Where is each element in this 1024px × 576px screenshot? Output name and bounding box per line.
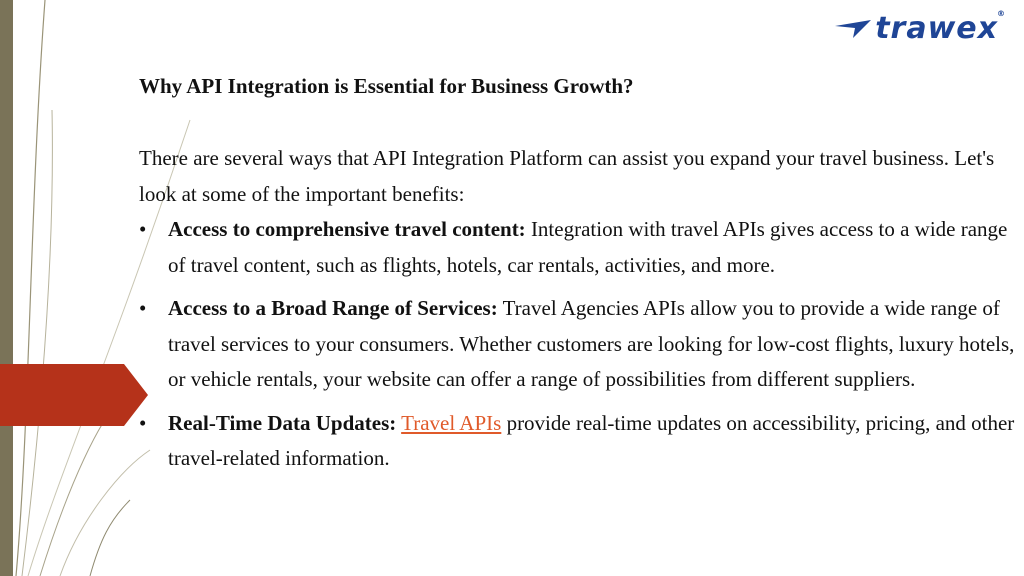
benefit-term: Access to a Broad Range of Services: [168, 296, 498, 320]
benefit-term: Access to comprehensive travel content: [168, 217, 526, 241]
benefit-item-realtime [139, 406, 1019, 477]
bullet: • [139, 217, 147, 241]
bullet: • [139, 296, 147, 320]
benefits-list [139, 212, 1019, 477]
benefit-text: Travel Agencies APIs allow you to provide a wide range of travel services to your consumers. Whether customers are looking for low-cost flights, luxury hotels, or vehicle rentals, your website can offer a range of possibilities from different suppliers. [168, 296, 1015, 391]
slide-content [139, 70, 1019, 485]
benefit-term: Real-Time Data Updates: [168, 410, 397, 435]
bullet: • [139, 410, 147, 435]
intro-paragraph: There are several ways that API Integration Platform can assist you expand your travel business. Let's look at some of the important benefits: [139, 146, 995, 206]
registered-mark: ® [997, 8, 1006, 18]
plane-swoosh-icon [833, 16, 873, 40]
benefit-item-content [139, 212, 1019, 283]
benefit-text: provide real-time updates on accessibility, pricing, and other travel-related information. [168, 410, 1015, 470]
benefit-item-services [139, 291, 1019, 398]
logo-wordmark: trawex ® [875, 8, 1006, 46]
travel-apis-link[interactable]: Travel APIs [401, 410, 502, 435]
benefit-text: Integration with travel APIs gives access to a wide range of travel content, such as flights, hotels, car rentals, activities, and more. [168, 217, 1008, 277]
red-arrow-shape [0, 364, 148, 426]
slide-title: Why API Integration is Essential for Business Growth? [139, 74, 634, 98]
trawex-logo[interactable] [833, 8, 1006, 46]
